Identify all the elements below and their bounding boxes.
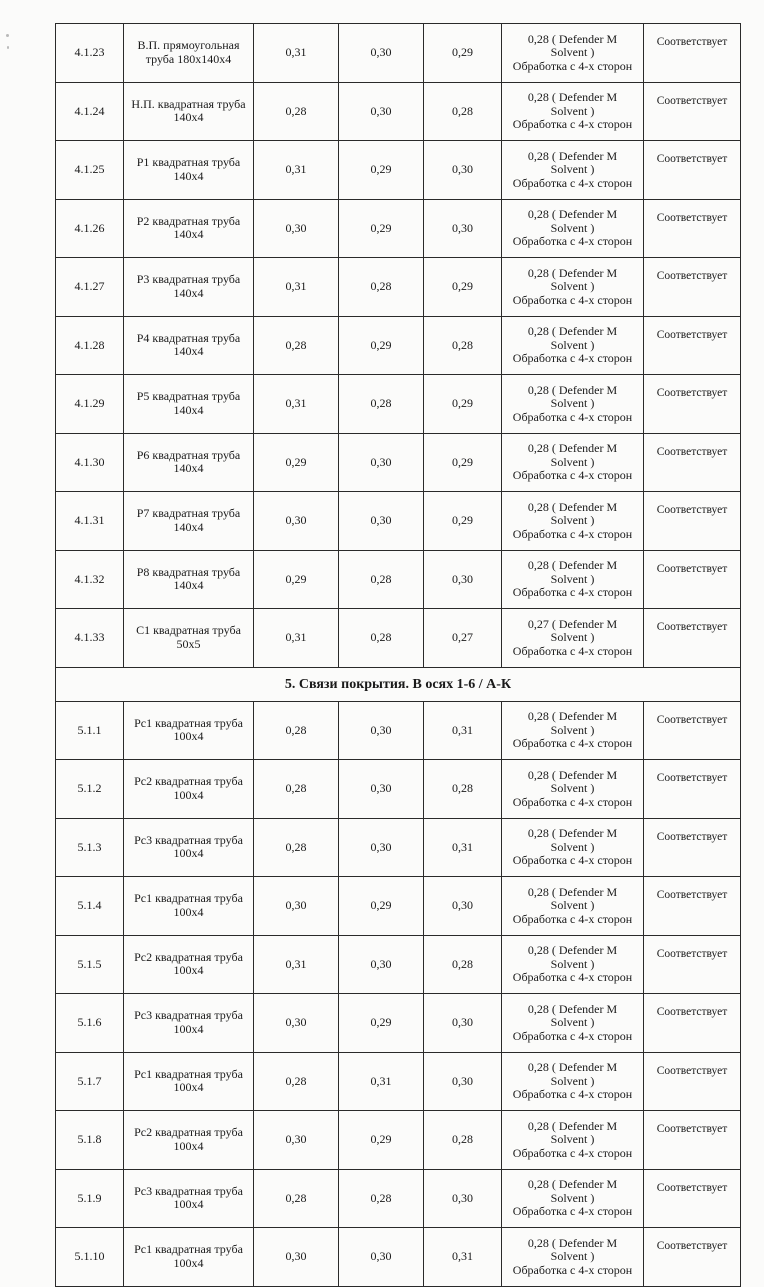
measurement-2: 0,30 (339, 760, 424, 819)
measurement-2: 0,29 (339, 877, 424, 936)
table-body-section-5 (56, 701, 741, 1286)
item-number: 5.1.2 (56, 760, 124, 819)
measurement-2: 0,30 (339, 1228, 424, 1287)
coating-spec-line: 0,28 ( Defender M (527, 1060, 618, 1074)
table-row (56, 141, 741, 200)
coating-spec-line: Solvent ) (550, 1073, 595, 1088)
coating-spec (502, 199, 644, 258)
conformity-result: Соответствует (644, 609, 741, 668)
coating-spec-line: 0,28 ( Defender M (527, 943, 618, 957)
item-number: 5.1.3 (56, 818, 124, 877)
measurement-1: 0,30 (254, 492, 339, 551)
coating-spec-line: 0,27 ( Defender M (527, 616, 618, 631)
coating-spec-line: Обработка с 4-х сторон (512, 117, 633, 131)
conformity-result: Соответствует (644, 492, 741, 551)
table-row (56, 1169, 741, 1228)
measurement-2: 0,28 (339, 375, 424, 434)
element-name (124, 316, 254, 375)
measurement-1: 0,31 (254, 375, 339, 434)
coating-spec (502, 1169, 644, 1228)
measurement-1: 0,28 (254, 1169, 339, 1228)
coating-spec-line: Solvent ) (550, 220, 595, 235)
item-number: 4.1.24 (56, 82, 124, 141)
item-number: 5.1.10 (56, 1228, 124, 1287)
element-name-line: 140х4 (173, 578, 204, 593)
coating-spec-line: Обработка с 4-х сторон (512, 585, 633, 599)
coating-spec-line: Solvent ) (550, 1015, 595, 1029)
measurement-2: 0,29 (339, 141, 424, 200)
item-number: 4.1.28 (56, 316, 124, 375)
coating-spec (502, 877, 644, 936)
measurement-2: 0,30 (339, 818, 424, 877)
element-name-line: Р8 квадратная труба (136, 564, 241, 579)
measurement-2: 0,30 (339, 701, 424, 760)
measurement-1: 0,29 (254, 433, 339, 492)
item-number: 4.1.29 (56, 375, 124, 434)
coating-spec-line: Solvent ) (550, 898, 595, 912)
measurement-1: 0,28 (254, 1052, 339, 1111)
coating-spec-line: 0,28 ( Defender M (527, 1118, 618, 1133)
coating-spec-line: 0,28 ( Defender M (527, 148, 618, 163)
coating-spec-line: 0,28 ( Defender M (527, 884, 618, 899)
table-body-section-4 (56, 24, 741, 668)
coating-spec-line: Обработка с 4-х сторон (512, 1087, 633, 1101)
element-name-line: Р3 квадратная труба (136, 272, 241, 287)
scan-speck (6, 34, 9, 37)
element-name (124, 433, 254, 492)
measurement-2: 0,29 (339, 1111, 424, 1170)
inspection-table (55, 23, 741, 1287)
coating-spec-line: Solvent ) (550, 396, 595, 410)
table-row (56, 935, 741, 994)
table-row (56, 375, 741, 434)
coating-spec-line: Обработка с 4-х сторон (512, 643, 633, 658)
coating-spec-line: Solvent ) (550, 781, 595, 795)
conformity-result: Соответствует (644, 760, 741, 819)
coating-spec-line: 0,28 ( Defender M (527, 265, 618, 280)
measurement-1: 0,28 (254, 316, 339, 375)
coating-spec-line: 0,28 ( Defender M (527, 558, 618, 572)
table-row (56, 609, 741, 668)
coating-spec-line: Обработка с 4-х сторон (512, 175, 633, 190)
element-name-line: С1 квадратная труба (136, 623, 241, 638)
coating-spec-line: 0,28 ( Defender M (527, 767, 618, 782)
element-name-line: Рс1 квадратная труба (134, 891, 243, 906)
element-name (124, 492, 254, 551)
element-name (124, 550, 254, 609)
coating-spec-line: 0,28 ( Defender M (527, 441, 618, 455)
coating-spec-line: 0,28 ( Defender M (527, 324, 618, 338)
element-name-line: Рс1 квадратная труба (134, 715, 243, 730)
coating-spec-line: 0,28 ( Defender M (527, 1177, 618, 1191)
measurement-3: 0,29 (424, 258, 502, 317)
item-number: 4.1.26 (56, 199, 124, 258)
coating-spec-line: Solvent ) (550, 571, 595, 586)
table-row (56, 994, 741, 1053)
coating-spec-line: Обработка с 4-х сторон (512, 234, 633, 248)
measurement-3: 0,29 (424, 492, 502, 551)
conformity-result: Соответствует (644, 994, 741, 1053)
measurement-3: 0,28 (424, 316, 502, 375)
element-name-line: 140х4 (173, 461, 204, 476)
conformity-result: Соответствует (644, 935, 741, 994)
measurement-1: 0,28 (254, 760, 339, 819)
element-name (124, 1169, 254, 1228)
measurement-1: 0,29 (254, 550, 339, 609)
measurement-1: 0,30 (254, 877, 339, 936)
coating-spec-line: Solvent ) (550, 1249, 595, 1263)
element-name-line: 100х4 (173, 1255, 204, 1270)
item-number: 4.1.32 (56, 550, 124, 609)
item-number: 5.1.9 (56, 1169, 124, 1228)
measurement-1: 0,31 (254, 141, 339, 200)
element-name-line: 140х4 (173, 285, 204, 300)
measurement-2: 0,29 (339, 199, 424, 258)
element-name (124, 818, 254, 877)
measurement-2: 0,28 (339, 1169, 424, 1228)
element-name-line: 140х4 (173, 519, 204, 534)
item-number: 5.1.6 (56, 994, 124, 1053)
item-number: 4.1.30 (56, 433, 124, 492)
table-row (56, 258, 741, 317)
table-row (56, 1111, 741, 1170)
coating-spec (502, 935, 644, 994)
element-name (124, 701, 254, 760)
element-name (124, 24, 254, 83)
coating-spec-line: Solvent ) (550, 162, 595, 176)
coating-spec-line: Обработка с 4-х сторон (512, 1204, 633, 1218)
coating-spec (502, 258, 644, 317)
element-name-line: 100х4 (173, 846, 204, 861)
element-name-line: 140х4 (173, 402, 204, 417)
coating-spec-line: Solvent ) (550, 1132, 595, 1146)
coating-spec (502, 760, 644, 819)
measurement-3: 0,29 (424, 433, 502, 492)
element-name (124, 877, 254, 936)
element-name-line: Р5 квадратная труба (136, 389, 241, 404)
table-row (56, 492, 741, 551)
element-name (124, 375, 254, 434)
coating-spec (502, 492, 644, 551)
measurement-2: 0,28 (339, 609, 424, 668)
coating-spec-line: Обработка с 4-х сторон (512, 292, 633, 307)
coating-spec-line: 0,28 ( Defender M (527, 90, 618, 104)
measurement-3: 0,31 (424, 1228, 502, 1287)
table-row (56, 550, 741, 609)
measurement-3: 0,29 (424, 24, 502, 83)
measurement-3: 0,30 (424, 1169, 502, 1228)
measurement-1: 0,30 (254, 199, 339, 258)
conformity-result: Соответствует (644, 375, 741, 434)
measurement-1: 0,28 (254, 82, 339, 141)
element-name-line: труба 180х140х4 (145, 51, 232, 66)
measurement-3: 0,31 (424, 701, 502, 760)
coating-spec-line: Solvent ) (550, 630, 595, 644)
element-name-line: Р4 квадратная труба (136, 330, 241, 345)
element-name-line: 100х4 (173, 1021, 204, 1036)
measurement-1: 0,31 (254, 935, 339, 994)
measurement-3: 0,28 (424, 935, 502, 994)
conformity-result: Соответствует (644, 1228, 741, 1287)
element-name-line: 140х4 (173, 110, 204, 125)
coating-spec-line: 0,28 ( Defender M (527, 1235, 618, 1250)
table-row (56, 24, 741, 83)
element-name (124, 1111, 254, 1170)
coating-spec (502, 818, 644, 877)
element-name-line: В.П. прямоугольная (137, 38, 240, 53)
table-row (56, 433, 741, 492)
element-name (124, 199, 254, 258)
document-sheet (55, 23, 741, 1287)
coating-spec-line: Обработка с 4-х сторон (512, 1145, 633, 1160)
measurement-3: 0,29 (424, 375, 502, 434)
table-row (56, 316, 741, 375)
table-row (56, 1052, 741, 1111)
scan-speck (7, 46, 9, 49)
coating-spec-line: 0,28 ( Defender M (527, 709, 618, 723)
element-name (124, 141, 254, 200)
coating-spec-line: 0,28 ( Defender M (527, 31, 618, 46)
coating-spec-line: Обработка с 4-х сторон (512, 794, 633, 809)
coating-spec-line: Обработка с 4-х сторон (512, 58, 633, 73)
measurement-3: 0,30 (424, 199, 502, 258)
conformity-result: Соответствует (644, 433, 741, 492)
item-number: 4.1.33 (56, 609, 124, 668)
coating-spec-line: Обработка с 4-х сторон (512, 853, 633, 867)
element-name-line: Рс2 квадратная труба (134, 949, 243, 964)
element-name-line: Рс3 квадратная труба (134, 1183, 243, 1198)
coating-spec-line: Обработка с 4-х сторон (512, 970, 633, 984)
table-row (56, 818, 741, 877)
item-number: 5.1.5 (56, 935, 124, 994)
conformity-result: Соответствует (644, 1052, 741, 1111)
element-name-line: 100х4 (173, 963, 204, 978)
conformity-result: Соответствует (644, 550, 741, 609)
element-name-line: 100х4 (173, 1080, 204, 1095)
element-name-line: 140х4 (173, 344, 204, 359)
element-name (124, 994, 254, 1053)
coating-spec (502, 1111, 644, 1170)
coating-spec-line: 0,28 ( Defender M (527, 499, 618, 514)
measurement-1: 0,31 (254, 258, 339, 317)
coating-spec (502, 701, 644, 760)
element-name-line: Н.П. квадратная труба (131, 96, 246, 111)
coating-spec (502, 1228, 644, 1287)
coating-spec-line: Обработка с 4-х сторон (512, 409, 633, 424)
coating-spec-line: Solvent ) (550, 103, 595, 118)
measurement-3: 0,30 (424, 994, 502, 1053)
measurement-1: 0,30 (254, 1228, 339, 1287)
conformity-result: Соответствует (644, 258, 741, 317)
element-name (124, 1052, 254, 1111)
table-row (56, 1228, 741, 1287)
coating-spec-line: Обработка с 4-х сторон (512, 1262, 633, 1277)
table-row (56, 82, 741, 141)
coating-spec-line: Обработка с 4-х сторон (512, 736, 633, 750)
section-title: 5. Связи покрытия. В осях 1-6 / А-К (56, 667, 741, 701)
element-name-line: Рс3 квадратная труба (134, 832, 243, 847)
coating-spec-line: Обработка с 4-х сторон (512, 911, 633, 926)
measurement-3: 0,30 (424, 1052, 502, 1111)
measurement-2: 0,30 (339, 82, 424, 141)
measurement-2: 0,29 (339, 994, 424, 1053)
measurement-3: 0,28 (424, 1111, 502, 1170)
measurement-1: 0,30 (254, 994, 339, 1053)
item-number: 4.1.31 (56, 492, 124, 551)
coating-spec (502, 1052, 644, 1111)
element-name-line: Р6 квадратная труба (136, 447, 241, 462)
table-row (56, 760, 741, 819)
coating-spec (502, 550, 644, 609)
element-name-line: 50х5 (176, 636, 201, 651)
coating-spec-line: Solvent ) (550, 513, 595, 527)
element-name (124, 1228, 254, 1287)
coating-spec-line: Solvent ) (550, 279, 595, 293)
element-name (124, 760, 254, 819)
coating-spec (502, 141, 644, 200)
item-number: 5.1.1 (56, 701, 124, 760)
conformity-result: Соответствует (644, 877, 741, 936)
measurement-3: 0,31 (424, 818, 502, 877)
conformity-result: Соответствует (644, 82, 741, 141)
coating-spec-line: 0,28 ( Defender M (527, 826, 618, 840)
element-name (124, 258, 254, 317)
coating-spec-line: Обработка с 4-х сторон (512, 351, 633, 365)
measurement-1: 0,28 (254, 818, 339, 877)
item-number: 4.1.25 (56, 141, 124, 200)
item-number: 5.1.8 (56, 1111, 124, 1170)
item-number: 5.1.4 (56, 877, 124, 936)
measurement-1: 0,28 (254, 701, 339, 760)
measurement-2: 0,31 (339, 1052, 424, 1111)
conformity-result: Соответствует (644, 24, 741, 83)
coating-spec-line: Обработка с 4-х сторон (512, 468, 633, 482)
conformity-result: Соответствует (644, 818, 741, 877)
coating-spec (502, 994, 644, 1053)
conformity-result: Соответствует (644, 141, 741, 200)
element-name-line: Рс2 квадратная труба (134, 1125, 243, 1140)
conformity-result: Соответствует (644, 1169, 741, 1228)
coating-spec-line: Solvent ) (550, 956, 595, 971)
table-row (56, 199, 741, 258)
item-number: 4.1.23 (56, 24, 124, 83)
conformity-result: Соответствует (644, 1111, 741, 1170)
coating-spec-line: Solvent ) (550, 45, 595, 59)
coating-spec-line: Обработка с 4-х сторон (512, 526, 633, 541)
section-header-row (56, 667, 741, 701)
measurement-3: 0,30 (424, 141, 502, 200)
measurement-3: 0,30 (424, 550, 502, 609)
coating-spec (502, 375, 644, 434)
item-number: 4.1.27 (56, 258, 124, 317)
measurement-3: 0,28 (424, 760, 502, 819)
element-name (124, 609, 254, 668)
element-name (124, 935, 254, 994)
table-row (56, 701, 741, 760)
item-number: 5.1.7 (56, 1052, 124, 1111)
element-name-line: Рс1 квадратная труба (134, 1066, 243, 1081)
element-name-line: Р2 квадратная труба (136, 213, 241, 228)
coating-spec-line: 0,28 ( Defender M (527, 1001, 618, 1016)
measurement-1: 0,31 (254, 24, 339, 83)
coating-spec (502, 82, 644, 141)
coating-spec-line: Solvent ) (550, 839, 595, 854)
element-name-line: Р7 квадратная труба (136, 506, 241, 521)
coating-spec (502, 316, 644, 375)
measurement-2: 0,30 (339, 24, 424, 83)
measurement-1: 0,30 (254, 1111, 339, 1170)
coating-spec-line: Solvent ) (550, 454, 595, 469)
measurement-3: 0,27 (424, 609, 502, 668)
conformity-result: Соответствует (644, 701, 741, 760)
element-name (124, 82, 254, 141)
element-name-line: 100х4 (173, 729, 204, 744)
element-name-line: 100х4 (173, 1138, 204, 1153)
element-name-line: Рс3 квадратная труба (134, 1008, 243, 1023)
element-name-line: 100х4 (173, 787, 204, 802)
coating-spec-line: 0,28 ( Defender M (527, 207, 618, 221)
measurement-3: 0,28 (424, 82, 502, 141)
element-name-line: Рс1 квадратная труба (134, 1242, 243, 1257)
element-name-line: 100х4 (173, 904, 204, 919)
coating-spec-line: Обработка с 4-х сторон (512, 1028, 633, 1043)
coating-spec (502, 433, 644, 492)
measurement-2: 0,28 (339, 550, 424, 609)
table-row (56, 877, 741, 936)
conformity-result: Соответствует (644, 199, 741, 258)
measurement-2: 0,28 (339, 258, 424, 317)
element-name-line: Р1 квадратная труба (136, 155, 241, 170)
measurement-2: 0,30 (339, 433, 424, 492)
element-name-line: 100х4 (173, 1197, 204, 1212)
coating-spec-line: Solvent ) (550, 337, 595, 352)
element-name-line: 140х4 (173, 168, 204, 183)
measurement-2: 0,30 (339, 492, 424, 551)
measurement-3: 0,30 (424, 877, 502, 936)
measurement-1: 0,31 (254, 609, 339, 668)
coating-spec (502, 24, 644, 83)
measurement-2: 0,29 (339, 316, 424, 375)
coating-spec-line: Solvent ) (550, 1190, 595, 1205)
element-name-line: Рс2 квадратная труба (134, 774, 243, 789)
element-name-line: 140х4 (173, 227, 204, 242)
coating-spec (502, 609, 644, 668)
measurement-2: 0,30 (339, 935, 424, 994)
coating-spec-line: 0,28 ( Defender M (527, 382, 618, 397)
coating-spec-line: Solvent ) (550, 722, 595, 737)
conformity-result: Соответствует (644, 316, 741, 375)
